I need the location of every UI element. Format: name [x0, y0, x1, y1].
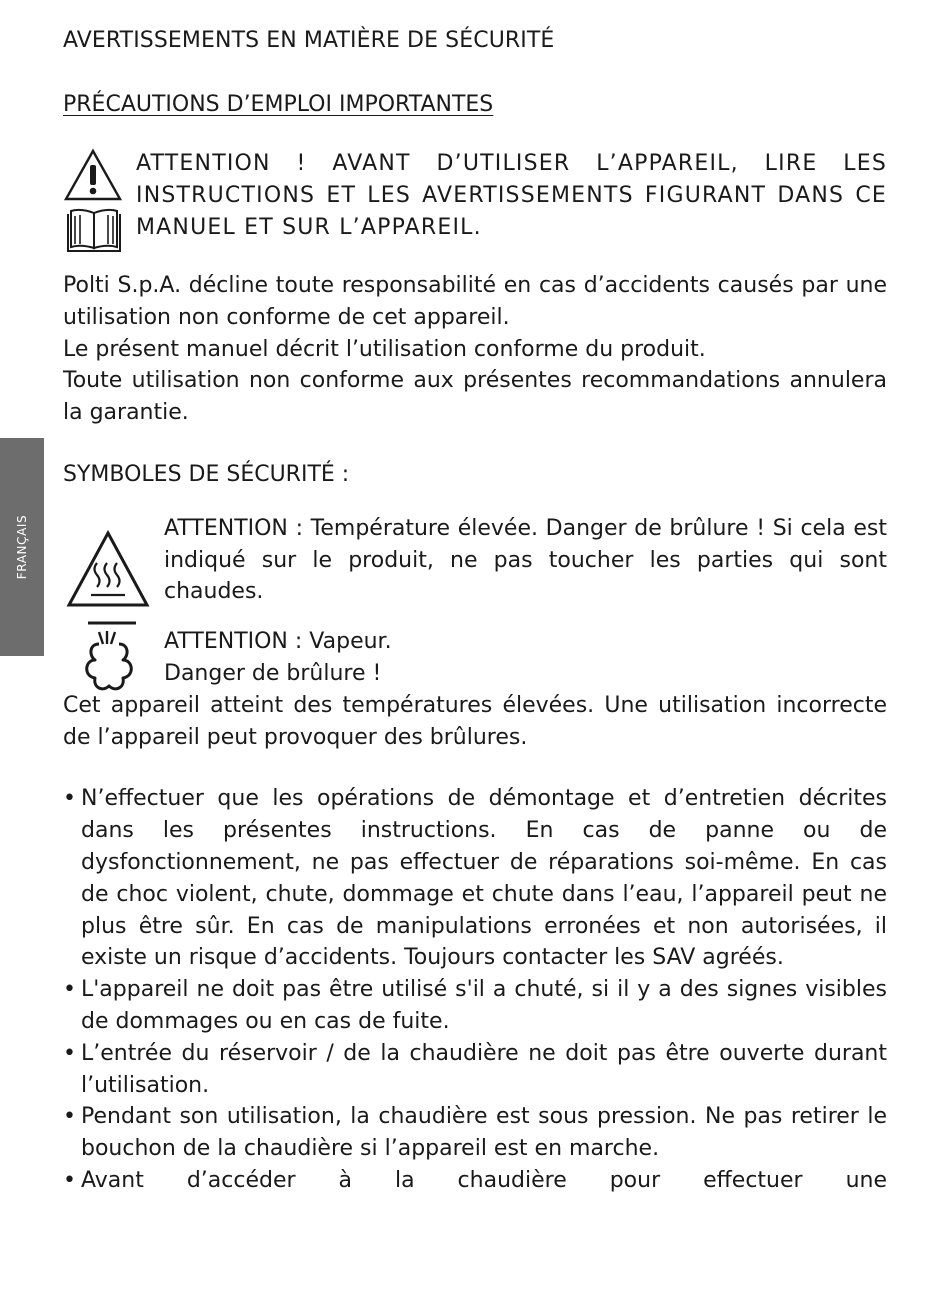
- warning-triangle-icon: [63, 148, 123, 202]
- symbol-hot: [63, 513, 887, 608]
- section-subtitle: [63, 88, 887, 122]
- intro-liability: Polti S.p.A. décline toute responsabilité en cas d’accidents causés par une utilisation non conforme de cet appareil.: [63, 273, 887, 330]
- list-item: • L’entrée du réservoir / de la chaudière ne doit pas être ouverte durant l’utilisation.: [63, 1038, 887, 1102]
- symbol-steam: [63, 626, 887, 690]
- safety-bullet-list: [63, 783, 887, 1196]
- manual-book-icon: [63, 206, 125, 256]
- warning-icons: [63, 148, 129, 256]
- hot-warning-text: ATTENTION : Température élevée. Danger de brûlure ! Si cela est indiqué sur le produit, ne pas toucher les parties qui sont chaudes.: [164, 515, 887, 605]
- language-tab: [0, 438, 44, 656]
- warning-notice: [63, 148, 887, 258]
- list-item: • L'appareil ne doit pas être utilisé s'il a chuté, si il y a des signes visibles de dommages ou en cas de fuite.: [63, 974, 887, 1038]
- list-item: • Avant d’accéder à la chaudière pour effectuer une: [63, 1165, 887, 1197]
- steam-warning-text: [164, 626, 887, 690]
- hot-surface-icon: [63, 527, 153, 617]
- document-page: [63, 24, 887, 1197]
- subtitle-text: PRÉCAUTIONS D’EMPLOI IMPORTANTES: [63, 92, 494, 117]
- language-tab-label: FRANÇAIS: [15, 514, 29, 580]
- burn-warning-paragraph: Cet appareil atteint des températures élevées. Une utilisation incorrecte de l’appareil peut provoquer des brûlures.: [63, 692, 887, 750]
- symbols-heading: SYMBOLES DE SÉCURITÉ :: [63, 461, 350, 487]
- list-item: • N’effectuer que les opérations de démontage et d’entretien décrites dans les présentes instructions. En cas de panne ou de dysfonctionnement, ne pas effectuer de réparations soi-même. En cas de choc violent, chute, dommage et chute dans l’eau, l’appareil peut ne plus être sûr. En cas de manipulations erronées et non autorisées, il existe un risque d’accidents. Toujours contacter les SAV agréés.: [63, 783, 887, 974]
- page-title: AVERTISSEMENTS EN MATIÈRE DE SÉCURITÉ: [63, 28, 555, 53]
- steam-icon: [63, 614, 153, 704]
- intro-paragraphs: [63, 270, 887, 429]
- steam-line-1: ATTENTION : Vapeur.: [164, 629, 392, 655]
- list-item: • Pendant son utilisation, la chaudière est sous pression. Ne pas retirer le bouchon de la chaudière si l’appareil est en marche.: [63, 1101, 887, 1165]
- intro-manual: Le présent manuel décrit l’utilisation conforme du produit.: [63, 336, 706, 362]
- steam-line-2: Danger de brûlure !: [164, 660, 382, 686]
- intro-warranty: Toute utilisation non conforme aux présentes recommandations annulera la garantie.: [63, 368, 887, 426]
- warning-text: ATTENTION ! AVANT D’UTILISER L’APPAREIL, LIRE LES INSTRUCTIONS ET LES AVERTISSEMENTS FIGURANT DANS CE MANUEL ET SUR L’APPAREIL.: [136, 151, 887, 240]
